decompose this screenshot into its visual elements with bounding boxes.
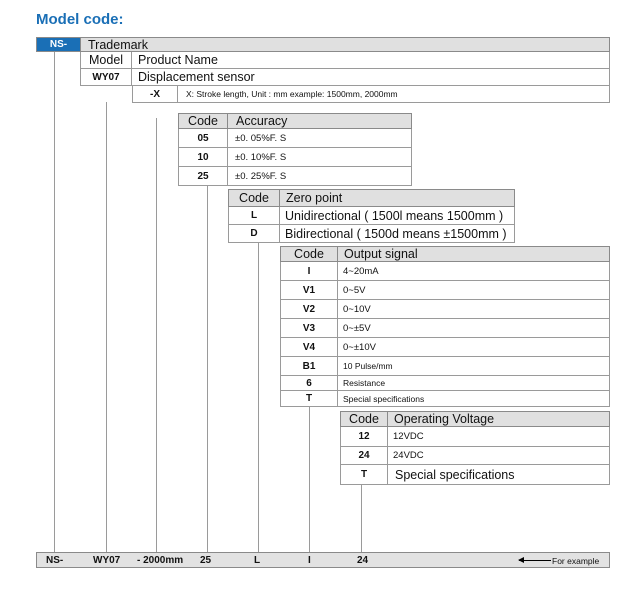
example-part-stroke: - 2000mm <box>137 555 184 566</box>
example-part-zero: L <box>254 555 261 566</box>
accuracy-label: ±0. 05%F. S <box>227 129 412 148</box>
output-label: 10 Pulse/mm <box>337 357 610 376</box>
zero-label: Bidirectional ( 1500d means ±1500mm ) <box>279 225 515 243</box>
model-code: WY07 <box>80 69 132 86</box>
tree-line-voltage <box>361 485 362 552</box>
output-code: V3 <box>280 319 338 338</box>
output-label: 0~±10V <box>337 338 610 357</box>
tree-line-accuracy <box>207 186 208 552</box>
accuracy-header-code: Code <box>178 113 228 129</box>
tree-line-model <box>106 102 107 552</box>
accuracy-code: 25 <box>178 167 228 186</box>
output-label: 0~10V <box>337 300 610 319</box>
tree-line-ns <box>54 52 55 552</box>
accuracy-label: ±0. 10%F. S <box>227 148 412 167</box>
zero-code: D <box>228 225 280 243</box>
output-label: Special specifications <box>337 391 610 407</box>
model-header: Model <box>80 52 132 69</box>
tree-line-output <box>309 407 310 552</box>
stroke-description: X: Stroke length, Unit : mm example: 1500mm, 2000mm <box>178 86 610 103</box>
voltage-code: 24 <box>340 447 388 465</box>
zero-header-code: Code <box>228 189 280 207</box>
accuracy-header-label: Accuracy <box>227 113 412 129</box>
output-code: 6 <box>280 376 338 391</box>
zero-header-label: Zero point <box>279 189 515 207</box>
output-code: V4 <box>280 338 338 357</box>
output-label: 0~±5V <box>337 319 610 338</box>
accuracy-code: 10 <box>178 148 228 167</box>
stroke-code: -X <box>132 86 178 103</box>
page-title: Model code: <box>36 11 124 28</box>
output-label: 0~5V <box>337 281 610 300</box>
prefix-code: NS- <box>36 37 81 52</box>
voltage-header-label: Operating Voltage <box>387 411 610 427</box>
example-note: For example <box>552 556 600 566</box>
voltage-code: T <box>340 465 388 485</box>
tree-line-zero <box>258 242 259 552</box>
trademark-label: Trademark <box>80 37 610 52</box>
zero-code: L <box>228 207 280 225</box>
output-code: V1 <box>280 281 338 300</box>
output-code: T <box>280 391 338 407</box>
output-header-code: Code <box>280 246 338 262</box>
model-name: Displacement sensor <box>132 69 610 86</box>
example-part-prefix: NS- <box>46 555 64 566</box>
zero-label: Unidirectional ( 1500l means 1500mm ) <box>279 207 515 225</box>
accuracy-label: ±0. 25%F. S <box>227 167 412 186</box>
output-label: Resistance <box>337 376 610 391</box>
voltage-label: 12VDC <box>387 427 610 447</box>
tree-line-stroke <box>156 118 157 552</box>
voltage-header-code: Code <box>340 411 388 427</box>
voltage-code: 12 <box>340 427 388 447</box>
product-name-header: Product Name <box>132 52 610 69</box>
example-part-accuracy: 25 <box>200 555 212 566</box>
voltage-label: Special specifications <box>387 465 610 485</box>
output-code: B1 <box>280 357 338 376</box>
voltage-label: 24VDC <box>387 447 610 465</box>
accuracy-code: 05 <box>178 129 228 148</box>
output-label: 4~20mA <box>337 262 610 281</box>
output-code: I <box>280 262 338 281</box>
example-part-output: I <box>308 555 311 566</box>
arrow-left-icon <box>519 560 551 561</box>
example-part-model: WY07 <box>93 555 121 566</box>
output-code: V2 <box>280 300 338 319</box>
example-part-voltage: 24 <box>357 555 369 566</box>
output-header-label: Output signal <box>337 246 610 262</box>
